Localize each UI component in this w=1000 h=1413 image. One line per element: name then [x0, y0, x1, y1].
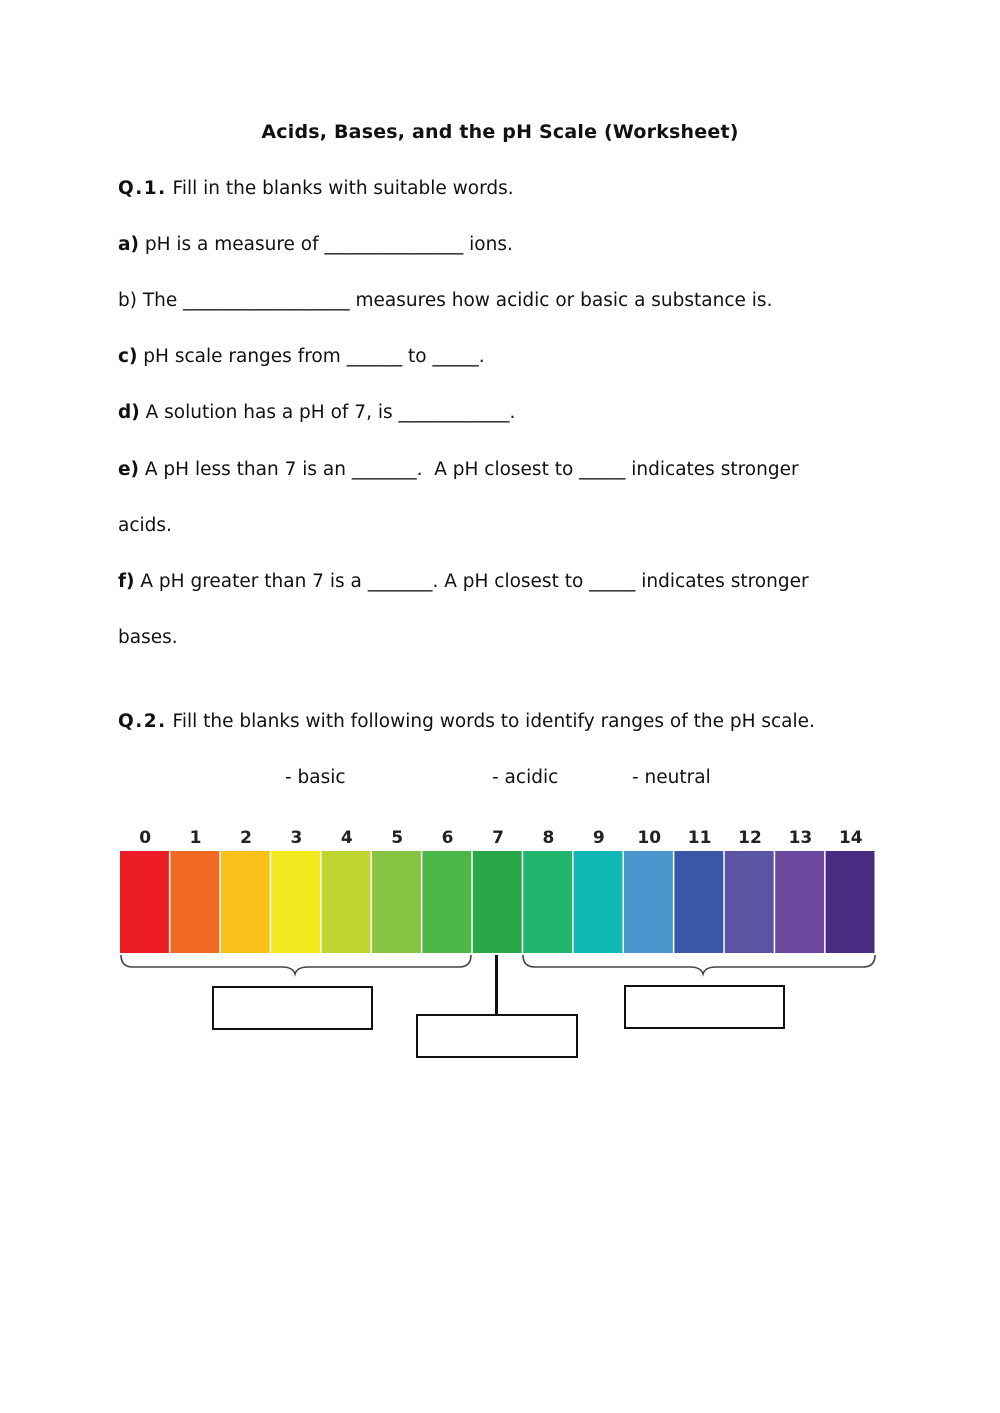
item-letter: a) — [118, 234, 139, 255]
item-text: The __________________ measures how acidic or basic a substance is. — [136, 290, 773, 311]
ph-cell-0 — [120, 851, 169, 953]
item-letter: d) — [118, 402, 140, 423]
ph-number-12: 12 — [738, 828, 762, 848]
item-text: pH scale ranges from ______ to _____. — [137, 346, 485, 367]
acidic-range-brace — [121, 955, 471, 974]
ph-cell-12 — [725, 851, 774, 953]
item-text: A pH less than 7 is an _______. A pH closest to _____ indicates stronger — [139, 459, 799, 480]
ph-number-9: 9 — [592, 828, 605, 848]
ph-color-bar — [120, 851, 875, 953]
ph-number-labels — [139, 828, 863, 848]
ph-number-5: 5 — [391, 828, 404, 848]
q2-label: Q.2. — [118, 711, 167, 732]
answer-box-basic-range[interactable] — [624, 985, 785, 1029]
ph-number-8: 8 — [542, 828, 555, 848]
item-letter: c) — [118, 346, 138, 367]
ph-number-14: 14 — [838, 828, 863, 848]
ph-cell-6 — [422, 851, 471, 953]
ph-number-2: 2 — [240, 828, 252, 848]
ph-number-1: 1 — [189, 828, 202, 848]
word-neutral: - neutral — [632, 767, 711, 788]
item-letter: e) — [118, 459, 140, 480]
ph-cell-2 — [221, 851, 270, 953]
item-letter: b) — [118, 290, 137, 311]
q1-label: Q.1. — [118, 178, 167, 199]
word-basic: - basic — [285, 767, 346, 788]
item-text: acids. — [118, 515, 172, 536]
item-text: pH is a measure of _______________ ions. — [138, 234, 513, 255]
ph-number-13: 13 — [788, 828, 813, 848]
ph-number-4: 4 — [340, 828, 353, 848]
ph-number-11: 11 — [687, 828, 712, 848]
item-text: bases. — [118, 627, 178, 648]
item-letter: f) — [118, 571, 135, 592]
ph-cell-10 — [624, 851, 673, 953]
ph-number-0: 0 — [139, 828, 152, 848]
ph-cell-4 — [322, 851, 371, 953]
ph-number-10: 10 — [637, 828, 662, 848]
ph-cell-8 — [523, 851, 572, 953]
worksheet-title: Acids, Bases, and the pH Scale (Worksheet) — [261, 121, 739, 143]
ph-number-3: 3 — [290, 828, 303, 848]
answer-box-acidic-range[interactable] — [212, 986, 373, 1030]
basic-range-brace — [523, 955, 875, 974]
ph-cell-9 — [574, 851, 623, 953]
ph-cell-1 — [170, 851, 219, 953]
ph-cell-3 — [271, 851, 320, 953]
ph-number-7: 7 — [492, 828, 504, 848]
item-text: A solution has a pH of 7, is ____________. — [139, 402, 516, 423]
item-text: A pH greater than 7 is a _______. A pH closest to _____ indicates stronger — [134, 571, 809, 592]
ph-cell-11 — [674, 851, 723, 953]
q1-prompt: Fill in the blanks with suitable words. — [166, 178, 514, 199]
ph-cell-7 — [473, 851, 522, 953]
q2-prompt: Fill the blanks with following words to identify ranges of the pH scale. — [166, 711, 815, 732]
ph-number-6: 6 — [441, 828, 454, 848]
ph-cell-14 — [826, 851, 875, 953]
ph-cell-5 — [372, 851, 421, 953]
answer-box-neutral[interactable] — [416, 1014, 578, 1058]
word-acidic: - acidic — [492, 767, 559, 788]
ph-cell-13 — [775, 851, 824, 953]
